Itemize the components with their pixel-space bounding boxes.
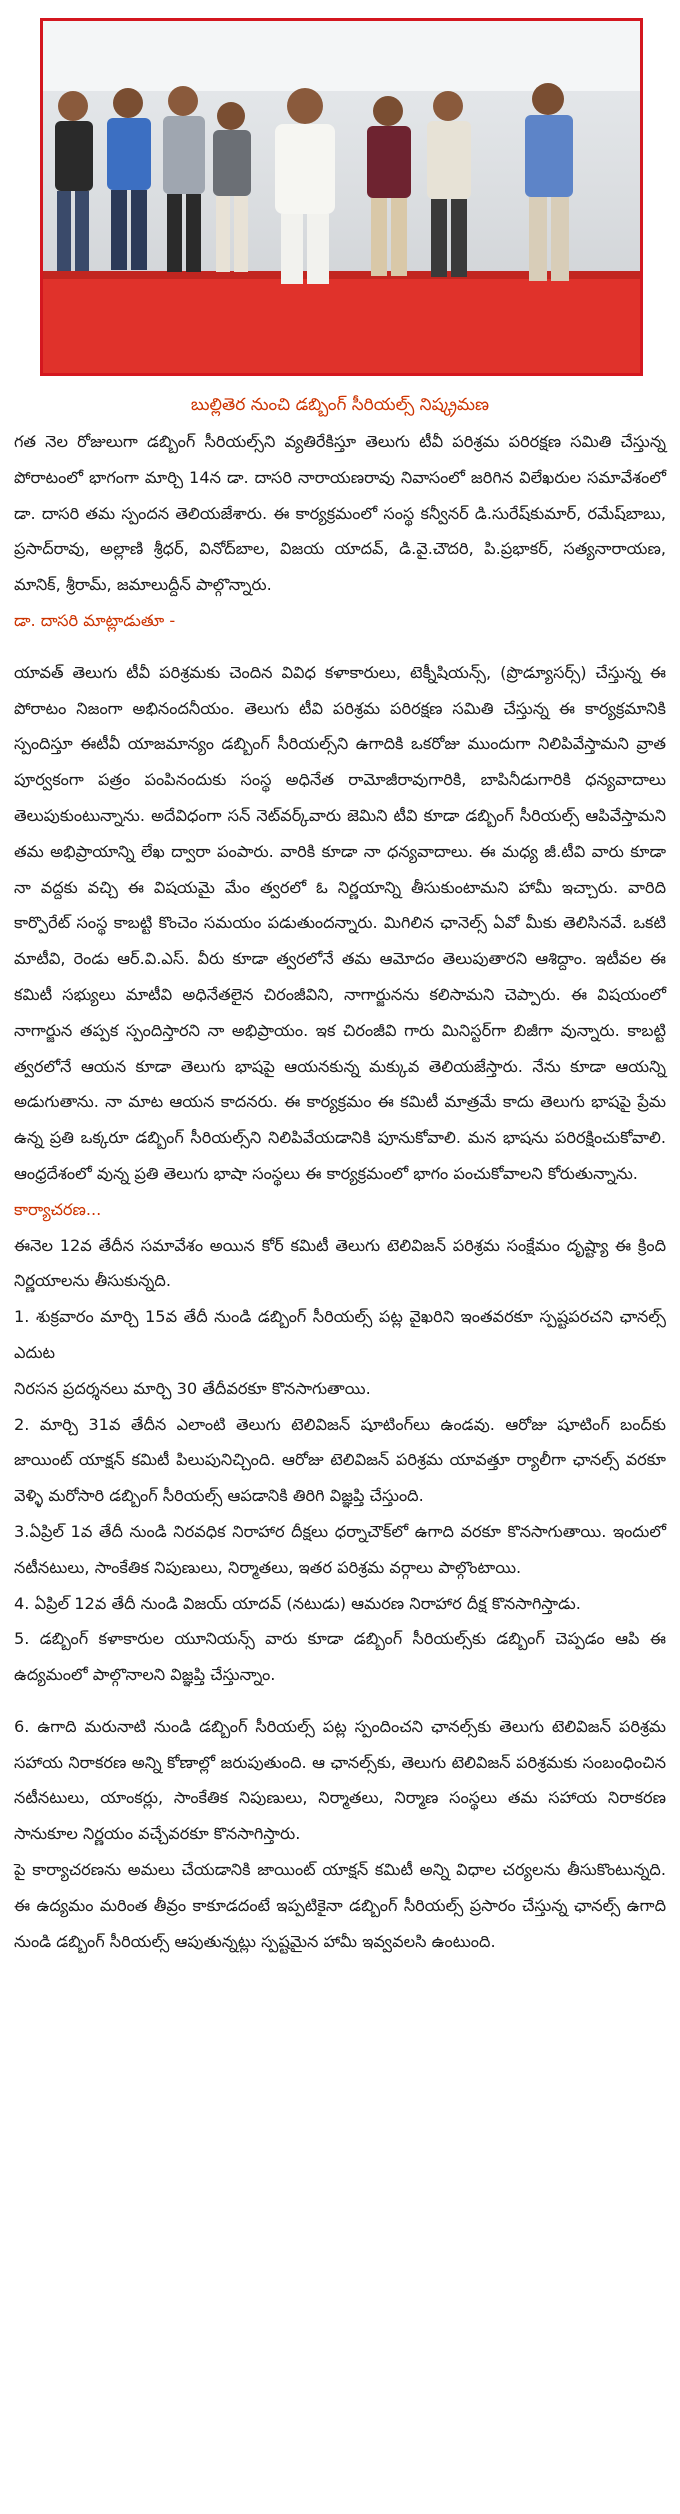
action-item-2: 2. మార్చి 31వ తేదీన ఎలాంటి తెలుగు టెలివిజన్ షూటింగ్‌లు ఉండవు. ఆరోజు షూటింగ్ బంద్‌కు జాయింట్ యాక్షన్ కమిటీ పిలుపునిచ్చింది. ఆరోజు టెలివిజన్ పరిశ్రమ యావత్తూ ర్యాలీగా ఛానల్స్ వరకూ వెళ్ళి మరోసారి డబ్బింగ్ సీరియల్స్ ఆపడానికి తిరిగి విజ్ఞప్తి చేస్తుంది. [14, 1414, 666, 1506]
group-photo [40, 18, 643, 376]
action-item-5: 5. డబ్బింగ్ కళాకారుల యూనియన్స్ వారు కూడా డబ్బింగ్ సీరియల్స్‌కు డబ్బింగ్ చెప్పడం ఆపి ఈ ఉద్యమంలో పాల్గొనాలని విజ్ఞప్తి చేస్తున్నాం. [14, 1629, 666, 1685]
action-item-6: 6. ఉగాది మరునాటి నుండి డబ్బింగ్ సీరియల్స్ పట్ల స్పందించని ఛానల్స్‌కు తెలుగు టెలివిజన్ పరిశ్రమ సహాయ నిరాకరణ అన్ని కోణాల్లో జరుపుతుంది. ఆ ఛానల్స్‌కు, తెలుగు టెలివిజన్ పరిశ్రమకు సంబంధించిన నటీనటులు, యాంకర్లు, సాంకేతిక నిపుణులు, నిర్మాతలు, నిర్మాణ సంస్థలు తమ సహాయ నిరాకరణ సానుకూల నిర్ణయం వచ్చేవరకూ కొనసాగిస్తారు. [14, 1716, 666, 1844]
spacer [14, 639, 666, 655]
action-item-1a: 1. శుక్రవారం మార్చి 15వ తేదీ నుండి డబ్బింగ్ సీరియల్స్ పట్ల వైఖరిని ఇంతవరకూ స్పష్టపరచని ఛానల్స్ ఎదుట [14, 1307, 666, 1362]
intro-paragraph: గత నెల రోజులుగా డబ్బింగ్ సీరియల్స్‌ని వ్యతిరేకిస్తూ తెలుగు టీవీ పరిశ్రమ పరిరక్షణ సమితి చేస్తున్న పోరాటంలో భాగంగా మార్చి 14న డా. దాసరి నారాయణరావు నివాసంలో జరిగిన విలేఖరుల సమావేశంలో డా. దాసరి తమ స్పందన తెలియజేశారు. ఈ కార్యక్రమంలో సంస్థ కన్వీనర్ డి.సురేష్‌కుమార్, రమేష్‌బాబు, ప్రసాద్‌రావు, అల్లాణి శ్రీధర్, వినోద్‌బాల, విజయ యాదవ్, డి.వై.చౌదరి, పి.ప్రభాకర్, సత్యనారాయణ, మానిక్, శ్రీరామ్, జమాలుద్దీన్ పాల్గొన్నారు. [14, 432, 666, 595]
action-item-1b: నిరసన ప్రదర్శనలు మార్చి 30 తేదీవరకూ కొనసాగుతాయి. [14, 1378, 371, 1398]
action-item-3: 3.ఏప్రిల్ 1వ తేదీ నుండి నిరవధిక నిరాహార దీక్షలు ధర్నాచౌక్‌లో ఉగాది వరకూ కొనసాగుతాయి. ఇందులో నటీనటులు, సాంకేతిక నిపుణులు, నిర్మాతలు, ఇతర పరిశ్రమ వర్గాలు పాల్గొంటాయి. [14, 1521, 666, 1577]
speech-heading: డా. దాసరి మాట్లాడుతూ - [14, 610, 176, 630]
group-photo-image [43, 21, 640, 373]
article-body [14, 424, 666, 1959]
action-plan-heading: కార్యాచరణ... [14, 1199, 102, 1219]
speech-paragraph: యావత్ తెలుగు టీవీ పరిశ్రమకు చెందిన వివిధ కళాకారులు, టెక్నీషియన్స్, (ప్రొడ్యూసర్స్) చేస్తున్న ఈ పోరాటం నిజంగా అభినందనీయం. తెలుగు టీవి పరిశ్రమ పరిరక్షణ సమితి చేస్తున్న ఈ కార్యక్రమానికి స్పందిస్తూ ఈటీవీ యాజమాన్యం డబ్బింగ్ సీరియల్స్‌ని ఉగాదికి ఒకరోజు ముందుగా నిలిపివేస్తామని వ్రాత పూర్వకంగా పత్రం పంపినందుకు సంస్థ అధినేత రామోజీరావుగారికి, బాపినీడుగారికి ధన్యవాదాలు తెలుపుకుంటున్నాను. అదేవిధంగా సన్ నెట్‌వర్క్‌వారు జెమిని టీవి కూడా డబ్బింగ్ సీరియల్స్ ఆపివేస్తామని తమ అభిప్రాయాన్ని లేఖ ద్వారా పంపారు. వారికి కూడా నా ధన్యవాదాలు. ఈ మధ్య జీ.టీవి వారు కూడా నా వద్దకు వచ్చి ఈ విషయమై మేం త్వరలో ఓ నిర్ణయాన్ని తీసుకుంటామని హామీ ఇచ్చారు. వారిది కార్పొరేట్ సంస్థ కాబట్టి కొంచెం సమయం పడుతుందన్నారు. మిగిలిన ఛానెల్స్ ఏవో మీకు తెలిసినవే. ఒకటి మాటీవి, రెండు ఆర్.వి.ఎస్. వీరు కూడా త్వరలోనే తమ ఆమోదం తెలుపుతారని ఆశిద్దాం. ఇటీవల ఈ కమిటీ సభ్యులు మాటీవి అధినేతలైన చిరంజీవిని, నాగార్జునను కలిసామని చెప్పారు. ఈ విషయంలో నాగార్జున తప్పక స్పందిస్తారని నా అభిప్రాయం. ఇక చిరంజీవి గారు మినిస్టర్‌గా బిజీగా వున్నారు. కాబట్టి త్వరలోనే ఆయన కూడా తెలుగు భాషపై ఆయనకున్న మక్కువ తెలియజేస్తారు. నేను కూడా ఆయన్ని అడుగుతాను. నా మాట ఆయన కాదనరు. ఈ కార్యక్రమం ఈ కమిటీ మాత్రమే కాదు తెలుగు భాషపై ప్రేమ ఉన్న ప్రతి ఒక్కరూ డబ్బింగ్ సీరియల్స్‌ని నిలిపివేయడానికి పూనుకోవాలి. మన భాషను పరిరక్షించుకోవాలి. ఆంధ్రదేశంలో వున్న ప్రతి తెలుగు భాషా సంస్థలు ఈ కార్యక్రమంలో భాగం పంచుకోవాలని కోరుతున్నాను. [14, 662, 666, 1183]
article-title: బుల్లితెర నుంచి డబ్బింగ్ సీరియల్స్ నిష్క్రమణ [190, 395, 490, 415]
closing-paragraph: పై కార్యాచరణను అమలు చేయడానికి జాయింట్ యాక్షన్ కమిటీ అన్ని విధాల చర్యలను తీసుకొంటున్నది. ఈ ఉద్యమం మరింత తీవ్రం కాకూడదంటే ఇప్పటికైనా డబ్బింగ్ సీరియల్స్ ప్రసారం చేస్తున్న ఛానల్స్ ఉగాది నుండి డబ్బింగ్ సీరియల్స్ ఆపుతున్నట్లు స్పష్టమైన హామీ ఇవ్వవలసి ఉంటుంది. [14, 1860, 666, 1951]
spacer [14, 1693, 666, 1709]
action-item-4: 4. ఏప్రిల్ 12వ తేదీ నుండి విజయ్ యాదవ్ (నటుడు) ఆమరణ నిరాహార దీక్ష కొనసాగిస్తాడు. [14, 1593, 581, 1613]
action-plan-intro: ఈనెల 12వ తేదీన సమావేశం అయిన కోర్ కమిటీ తెలుగు టెలివిజన్ పరిశ్రమ సంక్షేమం దృష్ట్యా ఈ క్రింది నిర్ణయాలను తీసుకున్నది. [14, 1235, 666, 1291]
